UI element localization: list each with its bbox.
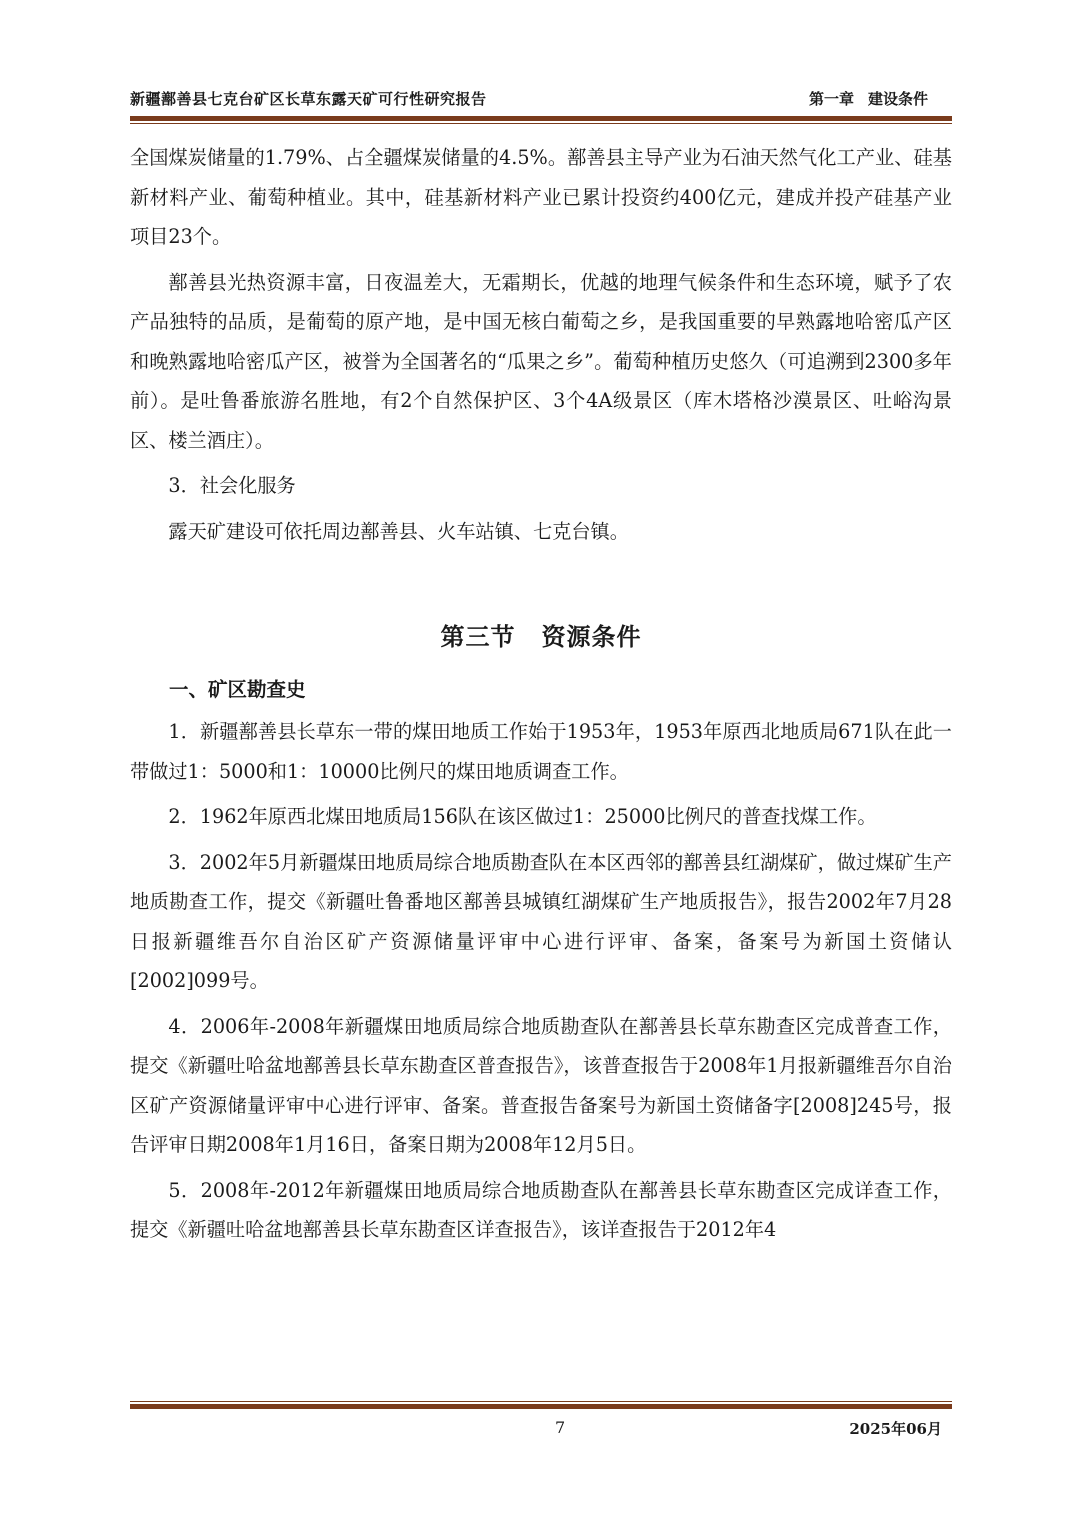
header-rule-thick — [130, 116, 952, 121]
paragraph-climate-agriculture: 鄯善县光热资源丰富，日夜温差大，无霜期长，优越的地理气候条件和生态环境，赋予了农产品独特的品质，是葡萄的原产地，是中国无核白葡萄之乡，是我国重要的早熟露地哈密瓜产区和晚熟露地哈密瓜产区，被誉为全国著名的“瓜果之乡”。葡萄种植历史悠久（可追溯到2300多年前）。是吐鲁番旅游名胜地，有2个自然保护区、3个4A级景区（库木塔格沙漠景区、吐峪沟景区、楼兰酒庄）。 — [130, 270, 952, 452]
history-item-3: 3．2002年5月新疆煤田地质局综合地质勘查队在本区西邻的鄯善县红湖煤矿，做过煤矿生产地质勘查工作，提交《新疆吐鲁番地区鄯善县城镇红湖煤矿生产地质报告》，报告2002年7月28日报新疆维吾尔自治区矿产资源储量评审中心进行评审、备案，备案号为新国土资储认[2002]099号。 — [130, 850, 952, 992]
chapter-number: 第一章 — [808, 90, 854, 108]
footer-rule-thin — [130, 1401, 952, 1402]
history-item-2: 2．1962年原西北煤田地质局156队在该区做过1：25000比例尺的普查找煤工作。 — [168, 805, 877, 828]
history-item-5: 5．2008年-2012年新疆煤田地质局综合地质勘查队在鄯善县长草东勘查区完成详查工作，提交《新疆吐哈盆地鄯善县长草东勘查区详查报告》，该详查报告于2012年4 — [130, 1178, 952, 1241]
history-item-4: 4．2006年-2008年新疆煤田地质局综合地质勘查队在鄯善县长草东勘查区完成普查工作，提交《新疆吐哈盆地鄯善县长草东勘查区普查报告》，该普查报告于2008年1月报新疆维吾尔自治区矿产资源储量评审中心进行评审、备案。普查报告备案号为新国土资储备字[2008]245号，报告评审日期2008年1月16日，备案日期为2008年12月5日。 — [130, 1014, 952, 1156]
paragraph-coal-industry: 全国煤炭储量的1.79%、占全疆煤炭储量的4.5%。鄯善县主导产业为石油天然气化工产业、硅基新材料产业、葡萄种植业。其中，硅基新材料产业已累计投资约400亿元，建成并投产硅基产业项目23个。 — [130, 146, 952, 248]
paragraph-social-services: 露天矿建设可依托周边鄯善县、火车站镇、七克台镇。 — [168, 519, 629, 543]
sub-heading-exploration-history: 一、矿区勘查史 — [169, 678, 306, 701]
footer-rule-thick — [130, 1404, 952, 1409]
page-body — [130, 138, 952, 1256]
page-number: 7 — [555, 1418, 566, 1437]
report-title: 新疆鄯善县七克台矿区长草东露天矿可行性研究报告 — [130, 90, 487, 108]
footer-date: 2025年06月 — [849, 1420, 942, 1438]
section-title: 资源条件 — [541, 622, 642, 651]
chapter-title: 建设条件 — [867, 90, 928, 108]
section-heading — [130, 617, 952, 652]
heading-social-services: 3．社会化服务 — [168, 474, 296, 497]
page-header — [130, 84, 950, 120]
chapter-label — [809, 88, 928, 109]
header-rule-thin — [130, 123, 952, 124]
section-number: 第三节 — [440, 622, 516, 651]
history-item-1: 1．新疆鄯善县长草东一带的煤田地质工作始于1953年，1953年原西北地质局671队在此一带做过1：5000和1：10000比例尺的煤田地质调查工作。 — [130, 720, 952, 783]
